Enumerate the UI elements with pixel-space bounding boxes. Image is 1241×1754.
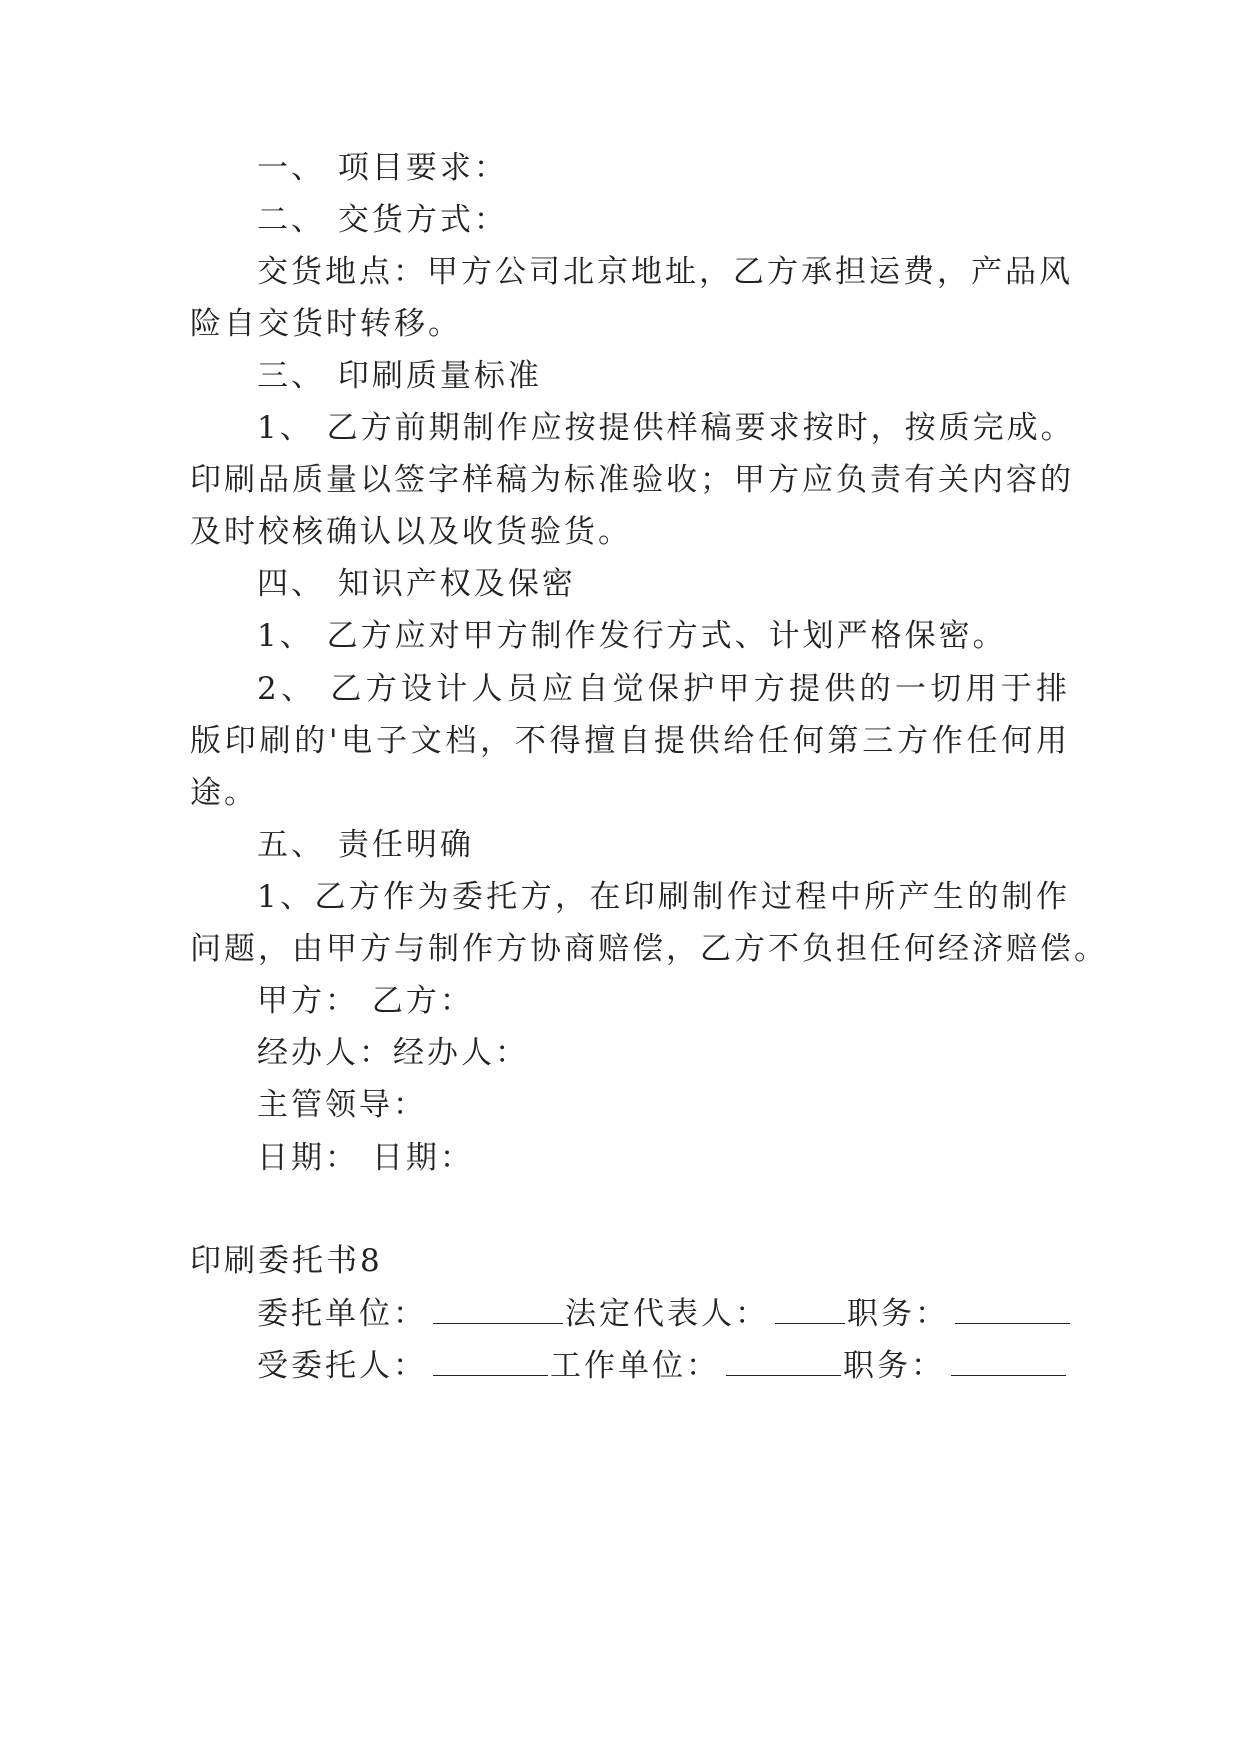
ip-paragraph-2-line-3: 途。 (190, 775, 258, 811)
legal-representative-blank[interactable] (775, 1289, 845, 1324)
form-row-entrusting-unit (257, 1285, 1057, 1343)
position-blank-2[interactable] (951, 1341, 1066, 1376)
signature-supervisor: 主管领导： (257, 1087, 427, 1123)
liability-paragraph-line-2: 问题，由甲方与制作方协商赔偿，乙方不负担任何经济赔偿。 (190, 931, 1108, 967)
section-heading-print-quality: 三、 印刷质量标准 (257, 358, 542, 394)
ip-paragraph-2-line-2: 版印刷的'电子文档，不得擅自提供给任何第三方作任何用 (190, 723, 1070, 759)
ip-paragraph-2-line-1: 2、 乙方设计人员应自觉保护甲方提供的一切用于排 (257, 671, 1070, 707)
quality-paragraph-line-3: 及时校核确认以及收货验货。 (190, 514, 632, 550)
position-label-1: 职务： (847, 1296, 949, 1332)
section-heading-ip-confidentiality: 四、 知识产权及保密 (257, 566, 576, 602)
work-unit-label: 工作单位： (550, 1348, 720, 1384)
entrusting-unit-blank[interactable] (433, 1289, 563, 1324)
section-heading-project-requirements: 一、 项目要求： (257, 150, 508, 186)
section-heading-liability: 五、 责任明确 (257, 827, 474, 863)
liability-paragraph-line-1: 1、乙方作为委托方，在印刷制作过程中所产生的制作 (257, 879, 1070, 915)
position-blank-1[interactable] (955, 1289, 1070, 1324)
delivery-location-line-2: 险自交货时转移。 (190, 306, 462, 342)
trustee-label: 受委托人： (257, 1348, 427, 1384)
trustee-blank[interactable] (433, 1341, 548, 1376)
form-row-trustee (257, 1337, 1057, 1395)
entrusting-unit-label: 委托单位： (257, 1296, 427, 1332)
legal-representative-label: 法定代表人： (565, 1296, 769, 1332)
signature-dates: 日期： 日期： (257, 1140, 474, 1176)
quality-paragraph-line-1: 1、 乙方前期制作应按提供样稿要求按时，按质完成。 (257, 410, 1075, 446)
delivery-location-line-1: 交货地点：甲方公司北京地址，乙方承担运费，产品风 (257, 254, 1073, 290)
signature-parties: 甲方： 乙方： (257, 983, 474, 1019)
signature-agents: 经办人：经办人： (257, 1035, 529, 1071)
ip-paragraph-1: 1、 乙方应对甲方制作发行方式、计划严格保密。 (257, 618, 1007, 654)
work-unit-blank[interactable] (726, 1341, 841, 1376)
position-label-2: 职务： (843, 1348, 945, 1384)
section-heading-delivery-method: 二、 交货方式： (257, 202, 508, 238)
quality-paragraph-line-2: 印刷品质量以签字样稿为标准验收；甲方应负责有关内容的 (190, 462, 1074, 498)
document-title: 印刷委托书8 (190, 1243, 383, 1279)
